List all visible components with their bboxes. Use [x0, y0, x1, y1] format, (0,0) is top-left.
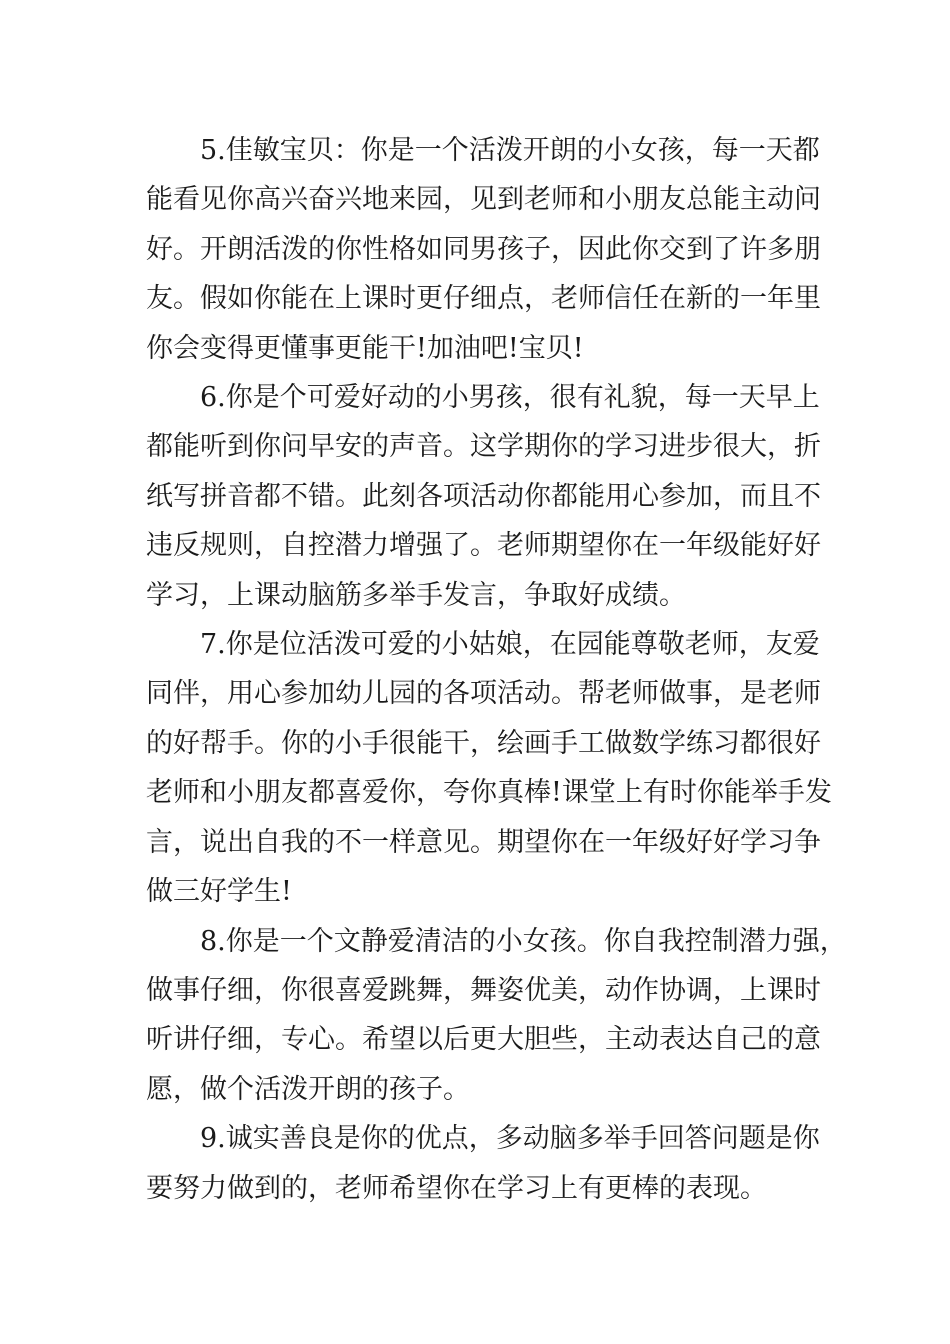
paragraph-line: 纸写拼音都不错。此刻各项活动你都能用心参加，而且不 — [146, 480, 821, 512]
paragraph-line: 违反规则，自控潜力增强了。老师期望你在一年级能好好 — [146, 530, 821, 562]
paragraph-line: 要努力做到的，老师希望你在学习上有更棒的表现。 — [146, 1172, 767, 1204]
paragraph-line: 好。开朗活泼的你性格如同男孩子，因此你交到了许多朋 — [146, 233, 821, 265]
document-body — [146, 126, 847, 1213]
paragraph-9 — [146, 1114, 820, 1213]
paragraph-7 — [146, 620, 832, 916]
paragraph-line: 学习，上课动脑筋多举手发言，争取好成绩。 — [146, 579, 686, 611]
paragraph-line: 听讲仔细，专心。希望以后更大胆些，主动表达自己的意 — [146, 1024, 821, 1056]
paragraph-line: 6.你是个可爱好动的小男孩，很有礼貌，每一天早上 — [200, 382, 820, 414]
paragraph-line: 同伴，用心参加幼儿园的各项活动。帮老师做事，是老师 — [146, 678, 821, 710]
paragraph-line: 友。假如你能在上课时更仔细点，老师信任在新的一年里 — [146, 283, 821, 315]
paragraph-5 — [146, 126, 821, 373]
paragraph-line: 的好帮手。你的小手很能干，绘画手工做数学练习都很好 — [146, 727, 821, 759]
paragraph-8 — [146, 917, 847, 1115]
paragraph-line: 9.诚实善良是你的优点，多动脑多举手回答问题是你 — [200, 1123, 820, 1155]
paragraph-line: 做三好学生! — [146, 876, 292, 908]
paragraph-line: 言，说出自我的不一样意见。期望你在一年级好好学习争 — [146, 826, 821, 858]
paragraph-line: 5.佳敏宝贝：你是一个活泼开朗的小女孩，每一天都 — [200, 135, 820, 166]
paragraph-line: 都能听到你问早安的声音。这学期你的学习进步很大，折 — [146, 431, 821, 463]
paragraph-line: 8.你是一个文静爱清洁的小女孩。你自我控制潜力强， — [200, 925, 847, 957]
paragraph-line: 7.你是位活泼可爱的小姑娘，在园能尊敬老师，友爱 — [200, 629, 820, 661]
paragraph-line: 愿，做个活泼开朗的孩子。 — [146, 1073, 470, 1105]
paragraph-line: 能看见你高兴奋兴地来园，见到老师和小朋友总能主动问 — [146, 184, 821, 216]
paragraph-6 — [146, 373, 821, 620]
paragraph-line: 做事仔细，你很喜爱跳舞，舞姿优美，动作协调，上课时 — [146, 974, 821, 1006]
paragraph-line: 你会变得更懂事更能干!加油吧!宝贝! — [146, 332, 584, 364]
paragraph-line: 老师和小朋友都喜爱你，夸你真棒!课堂上有时你能举手发 — [146, 777, 832, 809]
